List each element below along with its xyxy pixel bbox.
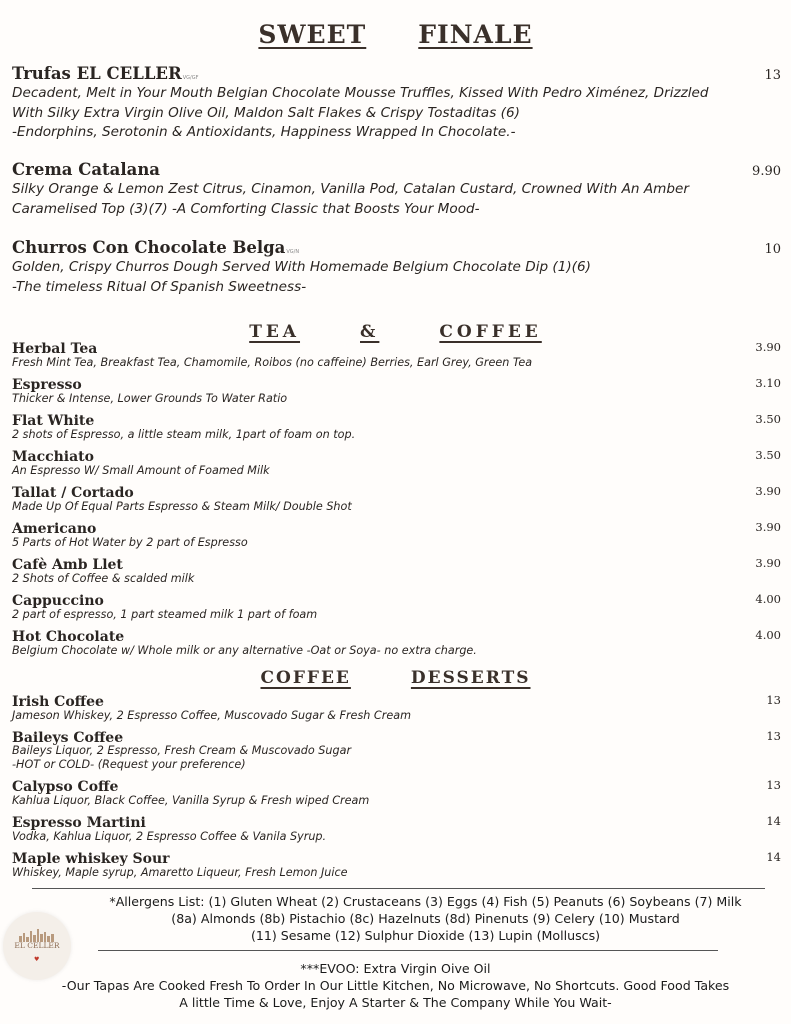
dessert-item xyxy=(12,64,781,143)
item-name: Churros Con Chocolate Belga xyxy=(12,238,286,257)
item-description: Fresh Mint Tea, Breakfast Tea, Chamomile, Roibos (no caffeine) Berries, Earl Grey, Green Tea xyxy=(12,356,533,369)
item-name: Espresso Martini xyxy=(12,815,146,831)
divider-top xyxy=(32,888,765,889)
item-description: Thicker & Intense, Lower Grounds To Water Ratio xyxy=(12,392,288,405)
item-price: 3.10 xyxy=(755,376,781,390)
fresh-note-cont: A little Time & Love, Enjoy A Starter & The Company While You Wait- xyxy=(179,995,612,1010)
coffee-dessert-item xyxy=(12,848,781,880)
divider-bottom xyxy=(98,950,718,951)
logo-text: EL CELLER xyxy=(14,941,60,950)
item-name: Trufas EL CELLER xyxy=(12,64,182,83)
item-price: 3.90 xyxy=(755,340,781,354)
item-description: 2 Shots of Coffee & scalded milk xyxy=(12,572,195,585)
item-description: An Espresso W/ Small Amount of Foamed Milk xyxy=(12,464,270,477)
allergens-line: *Allergens List: (1) Gluten Wheat (2) Crustaceans (3) Eggs (4) Fish (5) Peanuts (6) Soybeans (7) Milk xyxy=(109,894,742,909)
dessert-item xyxy=(12,238,781,297)
footer-note xyxy=(0,960,791,1011)
item-description: 2 shots of Espresso, a little steam milk, 1part of foam on top. xyxy=(12,428,356,441)
item-name: Macchiato xyxy=(12,449,94,465)
item-description: Golden, Crispy Churros Dough Served With Homemade Belgium Chocolate Dip (1)(6) -The timeless Ritual Of Spanish Sweetness- xyxy=(12,259,591,295)
item-name: Irish Coffee xyxy=(12,694,104,710)
item-price: 13 xyxy=(766,729,781,743)
item-price: 3.50 xyxy=(755,448,781,462)
drink-item xyxy=(12,374,781,406)
item-description: Belgium Chocolate w/ Whole milk or any alternative -Oat or Soya- no extra charge. xyxy=(12,644,477,657)
drink-item xyxy=(12,590,781,622)
heading-desserts-word: DESSERTS xyxy=(410,668,531,688)
coffee-dessert-item xyxy=(12,776,781,808)
item-description: Baileys Liquor, 2 Espresso, Fresh Cream & Muscovado Sugar -HOT or COLD- (Request your preference) xyxy=(12,744,352,771)
item-price: 4.00 xyxy=(755,628,781,642)
page-title xyxy=(0,20,791,49)
item-price: 14 xyxy=(766,850,781,864)
item-price: 3.50 xyxy=(755,412,781,426)
item-name: Tallat / Cortado xyxy=(12,485,134,501)
diet-tag: VG/GF xyxy=(182,75,199,81)
heading-coffee-word: COFFEE xyxy=(260,668,351,688)
item-description: Made Up Of Equal Parts Espresso & Steam Milk/ Double Shot xyxy=(12,500,352,513)
drink-item xyxy=(12,554,781,586)
drink-item xyxy=(12,482,781,514)
coffee-dessert-item xyxy=(12,812,781,844)
drink-item xyxy=(12,518,781,550)
item-description: 5 Parts of Hot Water by 2 part of Espresso xyxy=(12,536,248,549)
item-name: Calypso Coffe xyxy=(12,779,119,795)
item-name: Baileys Coffee xyxy=(12,730,124,746)
item-price: 4.00 xyxy=(755,592,781,606)
evoo-note: ***EVOO: Extra Virgin Oive Oil xyxy=(300,961,491,976)
item-name: Maple whiskey Sour xyxy=(12,851,170,867)
item-name: Cappuccino xyxy=(12,593,104,609)
coffee-dessert-item xyxy=(12,691,781,723)
item-name: Cafè Amb Llet xyxy=(12,557,123,573)
heading-ampersand: & xyxy=(360,322,380,342)
item-description: Decadent, Melt in Your Mouth Belgian Chocolate Mousse Truffles, Kissed With Pedro Ximénez, Drizzled With Silky Extra Virgin Olive Oil, Maldon Salt Flakes & Crispy Tostaditas (6) -Endorphins, Serotonin & Antioxidants, Happiness Wrapped In Chocolate.- xyxy=(12,85,709,140)
diet-tag: VG/N xyxy=(286,249,300,255)
item-price: 13 xyxy=(764,68,781,83)
skyline-icon xyxy=(17,928,57,942)
item-name: Flat White xyxy=(12,413,95,429)
title-finale: FINALE xyxy=(418,20,533,49)
drink-item xyxy=(12,410,781,442)
item-description: Jameson Whiskey, 2 Espresso Coffee, Muscovado Sugar & Fresh Cream xyxy=(12,709,411,722)
heading-tea: TEA xyxy=(249,322,301,342)
item-description: Kahlua Liquor, Black Coffee, Vanilla Syrup & Fresh wiped Cream xyxy=(12,794,370,807)
title-sweet: SWEET xyxy=(258,20,367,49)
fresh-note: -Our Tapas Are Cooked Fresh To Order In Our Little Kitchen, No Microwave, No Shortcuts. Good Food Takes xyxy=(61,978,730,993)
drink-item xyxy=(12,338,781,370)
heading-coffee: COFFEE xyxy=(439,322,542,342)
item-description: Whiskey, Maple syrup, Amaretto Liqueur, Fresh Lemon Juice xyxy=(12,866,348,879)
item-description: Silky Orange & Lemon Zest Citrus, Cinamon, Vanilla Pod, Catalan Custard, Crowned With An Amber Caramelised Top (3)(7) -A Comforting Classic that Boosts Your Mood- xyxy=(12,181,689,217)
item-price: 3.90 xyxy=(755,520,781,534)
item-price: 3.90 xyxy=(755,484,781,498)
item-price: 9.90 xyxy=(752,164,781,179)
dessert-item xyxy=(12,160,781,219)
item-name: Herbal Tea xyxy=(12,341,98,357)
coffee-dessert-item xyxy=(12,727,781,771)
item-name: Crema Catalana xyxy=(12,160,161,179)
allergens-list xyxy=(0,893,791,944)
item-price: 3.90 xyxy=(755,556,781,570)
item-description: Vodka, Kahlua Liquor, 2 Espresso Coffee & Vanila Syrup. xyxy=(12,830,327,843)
item-price: 13 xyxy=(766,693,781,707)
item-price: 10 xyxy=(764,242,781,257)
item-name: Espresso xyxy=(12,377,82,393)
allergens-line: (11) Sesame (12) Sulphur Dioxide (13) Lupin (Molluscs) xyxy=(250,928,601,943)
allergens-line: (8a) Almonds (8b) Pistachio (8c) Hazelnuts (8d) Pinenuts (9) Celery (10) Mustard xyxy=(171,911,680,926)
drink-item xyxy=(12,446,781,478)
item-price: 13 xyxy=(766,778,781,792)
item-name: Hot Chocolate xyxy=(12,629,125,645)
heart-icon: ♥ xyxy=(34,956,40,963)
item-description: 2 part of espresso, 1 part steamed milk 1 part of foam xyxy=(12,608,318,621)
item-name: Americano xyxy=(12,521,97,537)
item-price: 14 xyxy=(766,814,781,828)
coffee-desserts-heading xyxy=(0,668,791,688)
drink-item xyxy=(12,626,781,658)
